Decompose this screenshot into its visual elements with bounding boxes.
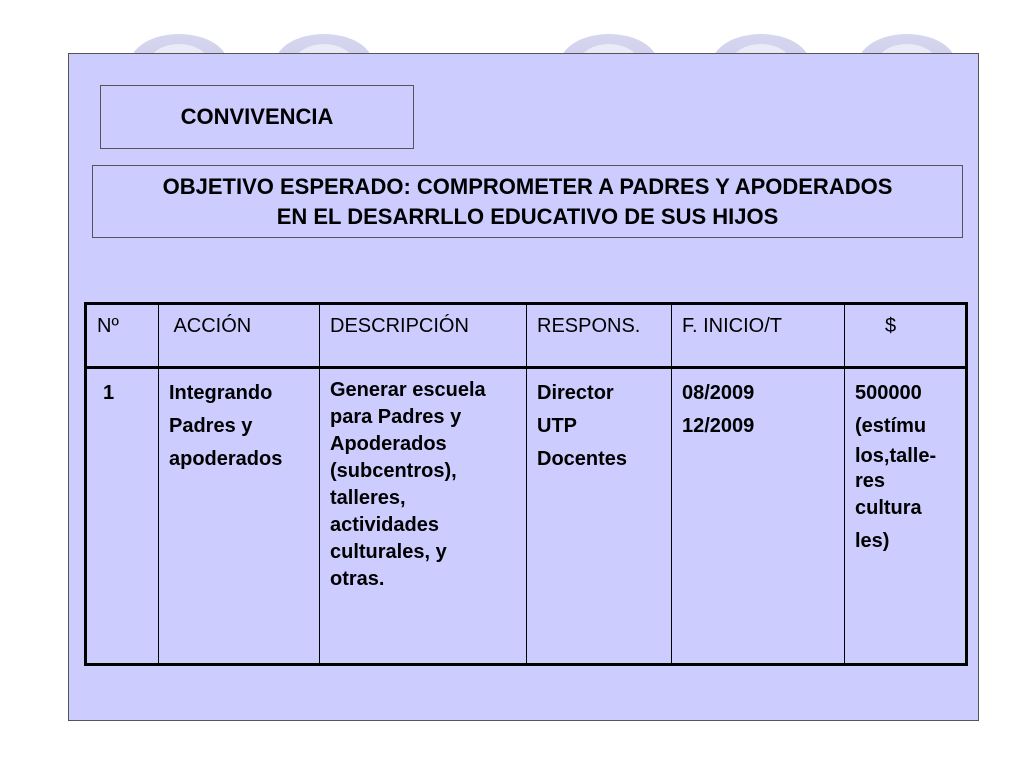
header-fecha: F. INICIO/T (672, 304, 845, 368)
objective-text (163, 172, 893, 232)
row-number: 1 (103, 382, 115, 404)
descripcion-line: (subcentros), (330, 460, 457, 482)
descripcion-line: culturales, y (330, 541, 447, 563)
fecha-line: 08/2009 (682, 382, 755, 404)
monto-line: les) (855, 530, 890, 552)
respons-line: UTP (537, 415, 577, 437)
cell-respons (527, 368, 672, 665)
section-title-box (100, 85, 414, 149)
monto-line: (estímu (855, 415, 927, 437)
descripcion-line: actividades (330, 514, 439, 536)
objective-line-1: OBJETIVO ESPERADO: COMPROMETER A PADRES Y APODERADOS (162, 173, 893, 199)
accion-line: apoderados (169, 448, 283, 470)
descripcion-line: Generar escuela (330, 379, 486, 401)
cell-monto (845, 368, 967, 665)
descripcion-line: otras. (330, 568, 385, 590)
table-row (86, 368, 967, 665)
accion-line: Padres y (169, 415, 253, 437)
table-header-row (86, 304, 967, 368)
descripcion-line: talleres, (330, 487, 406, 509)
respons-line: Docentes (537, 448, 628, 470)
header-descripcion: DESCRIPCIÓN (320, 304, 527, 368)
objective-line-2: EN EL DESARRLLO EDUCATIVO DE SUS HIJOS (276, 203, 779, 229)
descripcion-line: Apoderados (330, 433, 447, 455)
header-monto: $ (845, 304, 967, 368)
monto-line: res (855, 470, 886, 492)
respons-line: Director (537, 382, 614, 404)
header-accion: ACCIÓN (159, 304, 320, 368)
accion-line: Integrando (169, 382, 273, 404)
fecha-line: 12/2009 (682, 415, 755, 437)
monto-line: cultura (855, 497, 922, 519)
objective-box (92, 165, 963, 238)
descripcion-line: para Padres y (330, 406, 462, 428)
header-num: Nº (86, 304, 159, 368)
monto-line: los,talle- (855, 445, 937, 467)
cell-num (86, 368, 159, 665)
cell-fechas (672, 368, 845, 665)
cell-descripcion (320, 368, 527, 665)
action-plan-table (84, 302, 968, 666)
header-respons: RESPONS. (527, 304, 672, 368)
section-title: CONVIVENCIA (180, 104, 334, 129)
cell-accion (159, 368, 320, 665)
monto-line: 500000 (855, 382, 922, 404)
